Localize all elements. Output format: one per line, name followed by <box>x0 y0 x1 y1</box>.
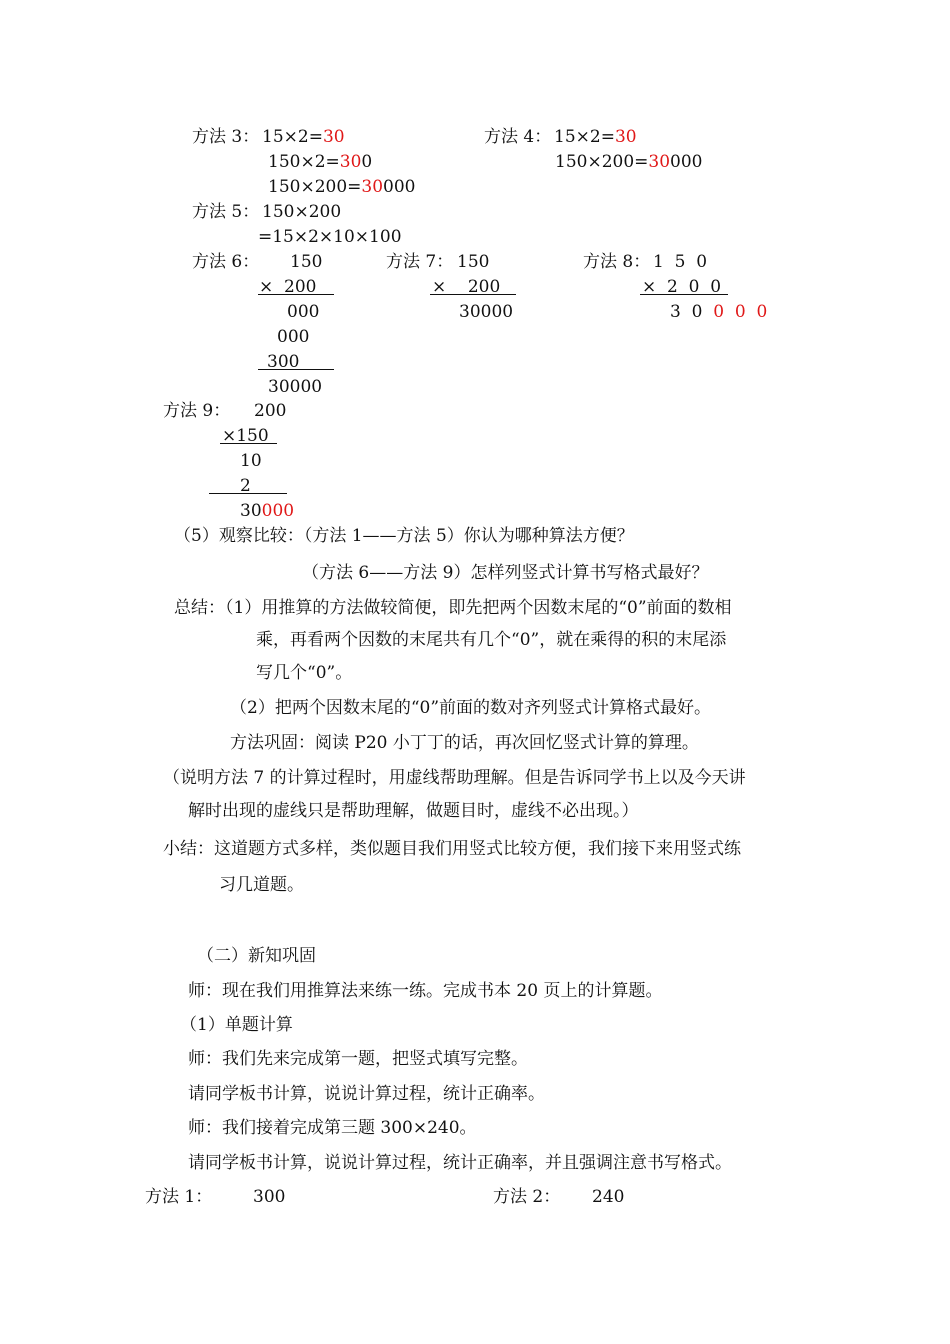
summary-line-1: 总结：（1）用推算的方法做较简便，即先把两个因数末尾的“0”前面的数相 <box>174 598 732 618</box>
method-8-label: 方法 8： <box>583 252 651 272</box>
instruction-line-2: 请同学板书计算，说说计算过程，统计正确率，并且强调注意书写格式。 <box>188 1153 732 1173</box>
method-6-partial-1: 000 <box>287 302 320 322</box>
method-8-result: 3 0 0 0 0 <box>670 302 768 322</box>
method-9-label: 方法 9： <box>163 401 231 421</box>
teacher-line-2: 师：我们先来完成第一题，把竖式填写完整。 <box>188 1049 528 1069</box>
method-7-top: 150 <box>457 252 490 272</box>
method-5-label: 方法 5： <box>192 202 260 222</box>
summary-line-4: （2）把两个因数末尾的“0”前面的数对齐列竖式计算格式最好。 <box>230 698 712 718</box>
method-5-line-2: =15×2×10×100 <box>258 227 402 247</box>
method-4-line-1: 15×2=30 <box>554 127 637 147</box>
method-7-label: 方法 7： <box>386 252 454 272</box>
method-6-top: 150 <box>290 252 323 272</box>
method-9-result: 30000 <box>240 501 295 521</box>
brief-line-1: 小结：这道题方式多样，类似题目我们用竖式比较方便，我们接下来用竖式练 <box>163 839 741 859</box>
summary-line-3: 写几个“0”。 <box>256 663 353 683</box>
method-6-label: 方法 6： <box>192 252 260 272</box>
brief-line-2: 习几道题。 <box>219 875 304 895</box>
method-6-rule-2 <box>258 369 334 370</box>
teacher-line-1: 师：现在我们用推算法来练一练。完成书本 20 页上的计算题。 <box>188 981 663 1001</box>
method-9-top: 200 <box>254 401 287 421</box>
bottom-method-2-label: 方法 2： <box>493 1187 561 1207</box>
method-7-result: 30000 <box>459 302 514 322</box>
method-7-multiplier: × 200 <box>432 277 501 297</box>
consolidate-line: 方法巩固：阅读 P20 小丁丁的话，再次回忆竖式计算的算理。 <box>230 733 699 753</box>
method-9-partial-1: 10 <box>240 451 262 471</box>
observe-line-1: （5）观察比较：（方法 1——方法 5）你认为哪种算法方便？ <box>174 526 634 546</box>
observe-line-2: （方法 6——方法 9）怎样列竖式计算书写格式最好？ <box>302 563 709 583</box>
bottom-method-1-value: 300 <box>253 1187 286 1207</box>
method-3-line-1: 15×2=30 <box>262 127 345 147</box>
note-line-2: 解时出现的虚线只是帮助理解，做题目时，虚线不必出现。） <box>188 801 639 821</box>
note-line-1: （说明方法 7 的计算过程时，用虚线帮助理解。但是告诉同学书上以及今天讲 <box>163 768 746 788</box>
summary-line-2: 乘，再看两个因数的末尾共有几个“0”，就在乘得的积的末尾添 <box>256 630 727 650</box>
method-6-rule-1 <box>258 294 334 295</box>
single-calc-heading: （1）单题计算 <box>180 1015 293 1035</box>
section-heading: （二）新知巩固 <box>197 946 316 966</box>
method-5-line-1: 150×200 <box>262 202 342 222</box>
method-6-result: 30000 <box>268 377 323 397</box>
method-9-rule-1 <box>220 443 277 444</box>
method-8-multiplier: × 2 0 0 <box>642 277 722 297</box>
teacher-line-3: 师：我们接着完成第三题 300×240。 <box>188 1118 477 1138</box>
instruction-line-1: 请同学板书计算，说说计算过程，统计正确率。 <box>188 1084 545 1104</box>
method-4-line-2: 150×200=30000 <box>555 152 703 172</box>
bottom-method-1-label: 方法 1： <box>145 1187 213 1207</box>
method-3-line-3: 150×200=30000 <box>268 177 416 197</box>
method-3-line-2: 150×2=300 <box>268 152 373 172</box>
method-7-rule <box>430 294 516 295</box>
method-9-partial-2: 2 <box>240 476 251 496</box>
method-8-top: 1 5 0 <box>653 252 708 272</box>
method-4-label: 方法 4： <box>484 127 552 147</box>
method-9-rule-2 <box>209 493 287 494</box>
method-8-rule <box>640 294 728 295</box>
method-6-partial-2: 000 <box>277 327 310 347</box>
method-6-partial-3: 300 <box>267 352 300 372</box>
bottom-method-2-value: 240 <box>592 1187 625 1207</box>
method-6-multiplier: × 200 <box>259 277 317 297</box>
method-3-label: 方法 3： <box>192 127 260 147</box>
method-9-multiplier: ×150 <box>222 426 269 446</box>
